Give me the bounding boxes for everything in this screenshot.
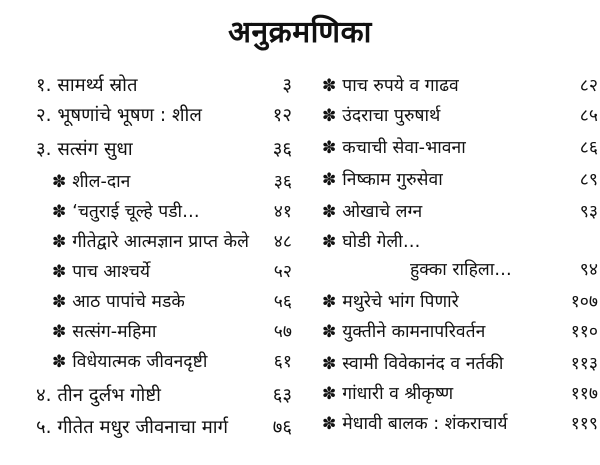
toc-entry-title: युक्तीने कामनापरिवर्तन xyxy=(342,322,486,342)
flower-bullet-icon: ✽ xyxy=(322,292,337,312)
toc-entry-title: कचाची सेवा-भावना xyxy=(342,138,466,158)
toc-page-number: ९३ xyxy=(579,202,598,222)
toc-entry xyxy=(52,320,292,344)
toc-entry-title: ओखाचे लग्न xyxy=(342,202,423,222)
toc-page-number: ८६ xyxy=(579,138,598,158)
toc-page-number: ८९ xyxy=(579,170,598,190)
toc-entry xyxy=(322,104,598,128)
toc-entry xyxy=(322,320,598,344)
toc-entry-title: उंदराचा पुरुषार्थ xyxy=(342,106,441,126)
toc-entry-title: सत्संग-महिमा xyxy=(72,322,157,342)
flower-bullet-icon: ✽ xyxy=(322,202,337,222)
toc-entry xyxy=(322,412,598,436)
toc-entry xyxy=(322,382,598,406)
toc-entry xyxy=(410,258,598,282)
flower-bullet-icon: ✽ xyxy=(322,106,337,126)
toc-page-number: ६१ xyxy=(273,352,292,372)
flower-bullet-icon: ✽ xyxy=(52,352,67,372)
toc-entry xyxy=(36,104,292,128)
toc-entry-title: शील-दान xyxy=(72,172,131,192)
toc-entry-title: गांधारी व श्रीकृष्ण xyxy=(342,384,454,404)
flower-bullet-icon: ✽ xyxy=(322,170,337,190)
toc-entry xyxy=(52,260,292,284)
toc-entry-title: गीतेद्वारे आत्मज्ञान प्राप्त केले xyxy=(72,232,249,252)
toc-entry xyxy=(322,352,598,376)
flower-bullet-icon: ✽ xyxy=(322,76,337,96)
toc-page-number: ८२ xyxy=(579,76,598,96)
toc-page-number: ६३ xyxy=(272,385,292,406)
toc-entry-title: १. सामर्थ्य स्रोत xyxy=(36,75,138,96)
flower-bullet-icon: ✽ xyxy=(52,232,67,252)
toc-page-number: ७६ xyxy=(272,417,292,438)
toc-page-number: ११९ xyxy=(570,414,598,434)
toc-page-number: ४८ xyxy=(273,232,292,252)
flower-bullet-icon: ✽ xyxy=(52,202,67,222)
flower-bullet-icon: ✽ xyxy=(52,172,67,192)
toc-page-number: ११७ xyxy=(570,384,598,404)
toc-page-number: ११३ xyxy=(570,354,598,374)
flower-bullet-icon: ✽ xyxy=(322,232,337,252)
toc-entry xyxy=(52,290,292,314)
toc-entry xyxy=(52,350,292,374)
toc-entry xyxy=(36,138,292,162)
toc-page-number: ३६ xyxy=(273,172,292,192)
toc-page-number: १२ xyxy=(272,105,292,126)
toc-entry xyxy=(36,74,292,98)
toc-entry-title: २. भूषणांचे भूषण : शील xyxy=(36,105,202,126)
toc-entry-title: निष्काम गुरुसेवा xyxy=(342,170,443,190)
toc-entry-title: आठ पापांचे मडके xyxy=(72,292,185,312)
toc-page-number: ११० xyxy=(570,322,598,342)
page-title: अनुक्रमणिका xyxy=(228,15,372,50)
toc-entry-title: पाच आश्चर्ये xyxy=(72,262,150,282)
toc-page-number: ८५ xyxy=(579,106,598,126)
toc-entry xyxy=(322,290,598,314)
toc-entry-title: ४. तीन दुर्लभ गोष्टी xyxy=(36,385,161,406)
flower-bullet-icon: ✽ xyxy=(52,292,67,312)
toc-entry-title: विधेयात्मक जीवनदृष्टी xyxy=(72,352,208,372)
toc-entry xyxy=(322,168,598,192)
toc-entry xyxy=(52,170,292,194)
toc-entry xyxy=(322,136,598,160)
toc-entry xyxy=(36,416,292,440)
toc-entry-title: मथुरेचे भांग पिणारे xyxy=(342,292,459,312)
toc-page-number: ५६ xyxy=(273,292,292,312)
flower-bullet-icon: ✽ xyxy=(322,414,337,434)
toc-entry xyxy=(322,74,598,98)
toc-entry xyxy=(322,200,598,224)
toc-entry-title: ‘चतुराई चूल्हे पडी… xyxy=(72,202,200,222)
flower-bullet-icon: ✽ xyxy=(52,262,67,282)
toc-page-number: ५२ xyxy=(273,262,292,282)
toc-entry xyxy=(36,384,292,408)
toc-entry xyxy=(52,200,292,224)
toc-page-number: ५७ xyxy=(273,322,292,342)
toc-entry-title: पाच रुपये व गाढव xyxy=(342,76,459,96)
flower-bullet-icon: ✽ xyxy=(322,138,337,158)
toc-entry xyxy=(52,230,292,254)
toc-page-number: १०७ xyxy=(570,292,598,312)
toc-entry-title: ५. गीतेत मधुर जीवनाचा मार्ग xyxy=(36,417,229,438)
toc-entry-title: मेधावी बालक : शंकराचार्य xyxy=(342,414,508,434)
toc-entry-title: घोडी गेली… xyxy=(342,232,421,252)
toc-page-number: ९४ xyxy=(579,260,598,280)
toc-page-number: ३६ xyxy=(272,139,292,160)
flower-bullet-icon: ✽ xyxy=(322,354,337,374)
flower-bullet-icon: ✽ xyxy=(322,322,337,342)
toc-entry-title: स्वामी विवेकानंद व नर्तकी xyxy=(342,354,504,374)
toc-entry-title: हुक्का राहिला… xyxy=(410,260,512,280)
toc-page-number: ४१ xyxy=(273,202,292,222)
toc-page-number: ३ xyxy=(282,75,292,96)
flower-bullet-icon: ✽ xyxy=(322,384,337,404)
toc-entry-title: ३. सत्संग सुधा xyxy=(36,139,133,160)
flower-bullet-icon: ✽ xyxy=(52,322,67,342)
toc-entry xyxy=(322,230,598,254)
